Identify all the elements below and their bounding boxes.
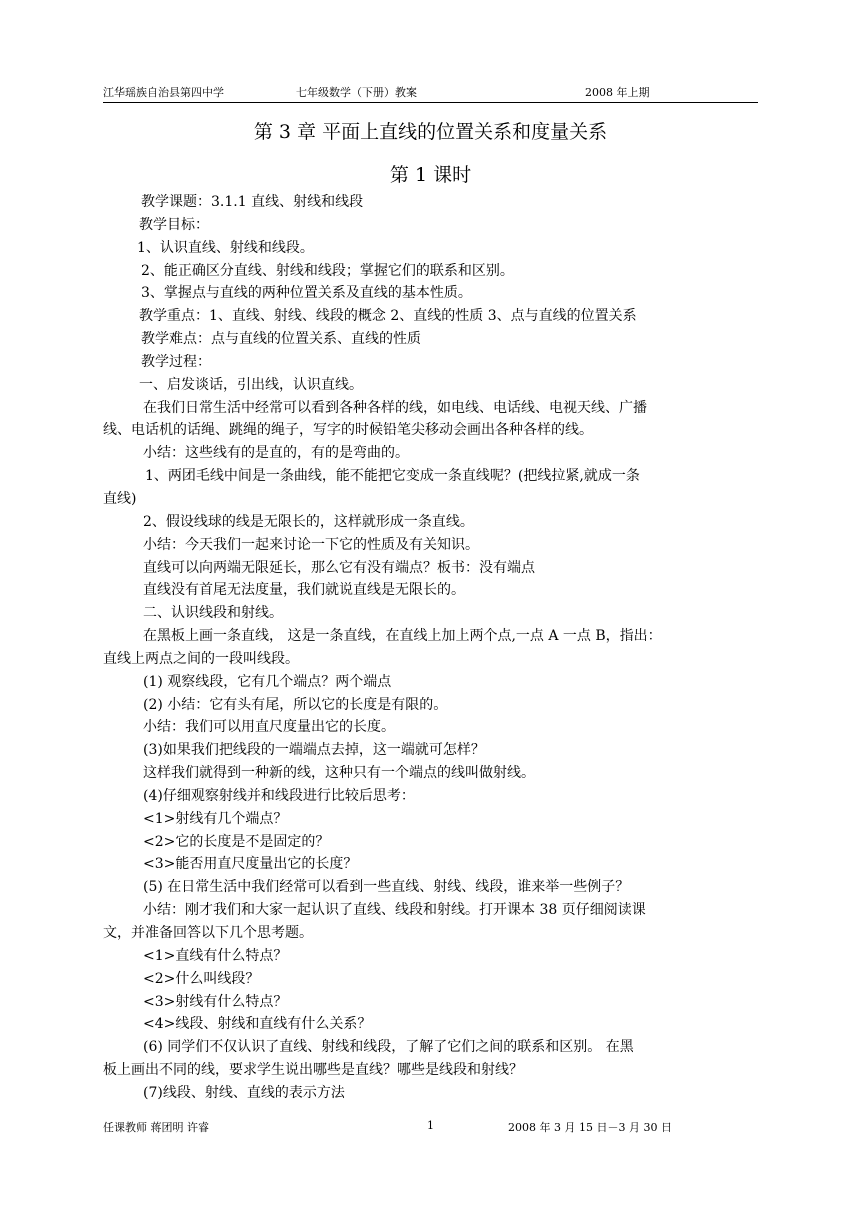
paragraph-line: (3)如果我们把线段的一端端点去掉，这一端就可怎样？ <box>143 742 485 759</box>
paragraph-line: 直线) <box>103 490 137 507</box>
header-course: 七年级数学（下册）教案 <box>296 86 417 99</box>
paragraph-line: 小结：我们可以用直尺度量出它的长度。 <box>143 719 395 736</box>
objective-item: 3、掌握点与直线的两种位置关系及直线的基本性质。 <box>141 285 472 302</box>
paragraph-line: (2) 小结：它有头有尾，所以它的长度是有限的。 <box>143 696 448 713</box>
paragraph-line: 文，并准备回答以下几个思考题。 <box>103 925 313 941</box>
objective-item: 2、能正确区分直线、射线和线段；掌握它们的联系和区别。 <box>141 262 514 279</box>
paragraph-line: 小结：今天我们一起来讨论一下它的性质及有关知识。 <box>143 536 479 553</box>
question-item: <2>它的长度是不是固定的？ <box>143 833 330 850</box>
header-term: 2008 年上期 <box>585 86 650 99</box>
footer-teachers: 任课教师 蒋团明 许睿 <box>103 1121 209 1134</box>
objective-item: 1、认识直线、射线和线段。 <box>137 239 314 256</box>
question-item: <1>直线有什么特点？ <box>143 947 288 964</box>
page-header <box>103 82 758 103</box>
paragraph-line: (4)仔细观察射线并和线段进行比较后思考： <box>143 787 415 804</box>
objectives-heading: 教学目标： <box>139 216 209 233</box>
paragraph-line: (6) 同学们不仅认识了直线、射线和线段，了解了它们之间的联系和区别。 在黑 <box>143 1039 634 1056</box>
page-number: 1 <box>427 1119 434 1132</box>
paragraph-line: (5) 在日常生活中我们经常可以看到一些直线、射线、线段，谁来举一些例子？ <box>143 879 630 896</box>
difficult-points: 教学难点：点与直线的位置关系、直线的性质 <box>141 331 421 348</box>
question-item: <3>能否用直尺度量出它的长度？ <box>143 856 358 873</box>
paragraph-line: 2、假设线球的线是无限长的，这样就形成一条直线。 <box>143 513 474 530</box>
question-item: <2>什么叫线段？ <box>143 970 260 987</box>
paragraph-line: 小结：这些线有的是直的，有的是弯曲的。 <box>143 445 409 462</box>
paragraph-line: 在我们日常生活中经常可以看到各种各样的线，如电线、电话线、电视天线、广播 <box>143 399 647 416</box>
section-heading: 二、认识线段和射线。 <box>143 605 283 622</box>
page-footer <box>103 1119 758 1137</box>
chapter-title: 第 3 章 平面上直线的位置关系和度量关系 <box>253 121 608 143</box>
section-heading: 一、启发谈话，引出线，认识直线。 <box>139 376 363 393</box>
lesson-topic: 教学课题：3.1.1 直线、射线和线段 <box>141 194 364 210</box>
question-item: <1>射线有几个端点？ <box>143 810 288 827</box>
question-item: <3>射线有什么特点？ <box>143 993 288 1010</box>
paragraph-line: 直线可以向两端无限延长，那么它有没有端点？板书：没有端点 <box>143 559 535 576</box>
paragraph-line: (1) 观察线段，它有几个端点？两个端点 <box>143 673 392 690</box>
paragraph-line: 小结：刚才我们和大家一起认识了直线、线段和射线。打开课本 38 页仔细阅读课 <box>143 902 646 919</box>
paragraph-line: 这样我们就得到一种新的线，这种只有一个端点的线叫做射线。 <box>143 765 535 782</box>
paragraph-line: 直线上两点之间的一段叫线段。 <box>103 650 299 667</box>
lesson-body <box>103 191 758 1105</box>
paragraph-line: 1、两团毛线中间是一条曲线，能不能把它变成一条直线呢？(把线拉紧,就成一条 <box>145 468 640 485</box>
lesson-title: 第 1 课时 <box>389 164 472 186</box>
paragraph-line: 板上画出不同的线，要求学生说出哪些是直线？哪些是线段和射线？ <box>103 1062 523 1079</box>
header-school: 江华瑶族自治县第四中学 <box>103 86 224 99</box>
paragraph-line: 直线没有首尾无法度量，我们就说直线是无限长的。 <box>143 582 465 599</box>
question-item: <4>线段、射线和直线有什么关系？ <box>143 1016 372 1033</box>
key-points: 教学重点：1、直线、射线、线段的概念 2、直线的性质 3、点与直线的位置关系 <box>139 308 637 325</box>
paragraph-line: (7)线段、射线、直线的表示方法 <box>143 1084 345 1101</box>
paragraph-line: 线、电话机的话绳、跳绳的绳子，写字的时候铅笔尖移动会画出各种各样的线。 <box>103 422 593 439</box>
paragraph-line: 在黑板上画一条直线， 这是一条直线，在直线上加上两个点,一点 A 一点 B，指出： <box>143 628 662 645</box>
footer-dates: 2008 年 3 月 15 日－3 月 30 日 <box>508 1121 672 1134</box>
process-heading: 教学过程： <box>141 353 211 370</box>
